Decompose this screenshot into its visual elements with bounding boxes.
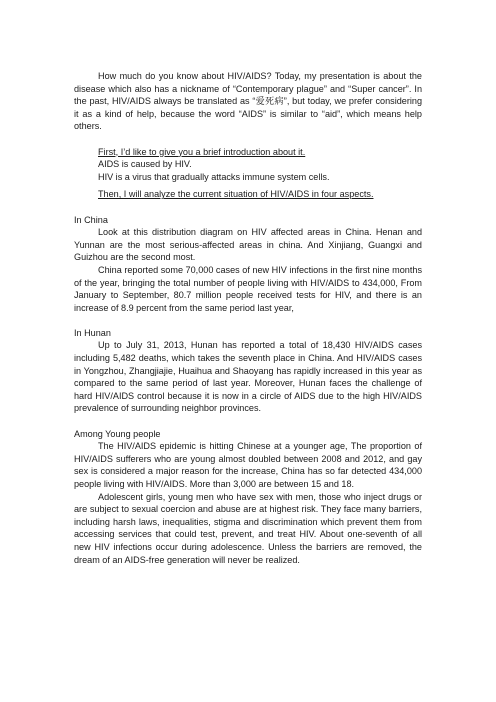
spacer — [74, 201, 422, 214]
cause-line: AIDS is caused by HIV. — [98, 159, 192, 170]
spacer — [74, 314, 422, 327]
spacer — [74, 133, 422, 146]
first-line: First, I’d like to give you a brief introduction about it. — [98, 146, 306, 157]
document-page — [74, 70, 422, 566]
young-paragraph-2: Adolescent girls, young men who have sex with men, those who inject drugs or are subject to sexual coercion and abuse are at highest risk. They face many barriers, including harsh laws, inequalities, stigma and discrimination which prevent them from accessing services that could test, prevent, and treat HIV. About one-seventh of all new HIV infections occur during adolescence. Unless the barriers are removed, the dream of an AIDS-free generation will never be realized. — [74, 491, 422, 565]
intro-paragraph: How much do you know about HIV/AIDS? Today, my presentation is about the disease which also has a nickname of “Contemporary plague” and “Super cancer”. In the past, HIV/AIDS always be translated as “爱死病”, but today, we prefer considering it as a kind of help, because the word “AIDS” is similar to “aid”, which means help others. — [74, 71, 422, 132]
young-paragraph-1: The HIV/AIDS epidemic is hitting Chinese at a younger age, The proportion of HIV/AIDS sufferers who are young almost doubled between 2008 and 2012, and gay sex is considered a major reason for the increase, China has so far detected 434,000 people living with HIV/AIDS. More than 3,000 are between 15 and 18. — [74, 441, 422, 489]
spacer — [74, 415, 422, 428]
virus-line: HIV is a virus that gradually attacks immune system cells. — [98, 171, 330, 182]
then-line: Then, I will analyze the current situation of HIV/AIDS in four aspects. — [98, 189, 374, 200]
section-heading-china: In China — [74, 214, 108, 225]
hunan-paragraph-1: Up to July 31, 2013, Hunan has reported a total of 18,430 HIV/AIDS cases including 5,482 deaths, which takes the seventh place in China. And HIV/AIDS cases in Yongzhou, Zhangjiajie, Huaihua and Shaoyang has rapidly increased in this year as compared to the same period of last year. Moreover, Hunan faces the challenge of hard HIV/AIDS control because it is now in a circle of AIDS due to the high HIV/AIDS prevalence of surrounding neighbor provinces. — [74, 340, 422, 414]
section-heading-hunan: In Hunan — [74, 327, 111, 338]
china-paragraph-2: China reported some 70,000 cases of new HIV infections in the first nine months of the year, bringing the total number of people living with HIV/AIDS to 434,000, From January to September, 80.7 million people received tests for HIV, and there is an increase of 8.9 percent from the same period last year, — [74, 264, 422, 313]
china-paragraph-1: Look at this distribution diagram on HIV affected areas in China. Henan and Yunnan are the most serious-affected areas in china. And Xinjiang, Guangxi and Guizhou are the second most. — [74, 227, 422, 263]
section-heading-young: Among Young people — [74, 428, 161, 439]
